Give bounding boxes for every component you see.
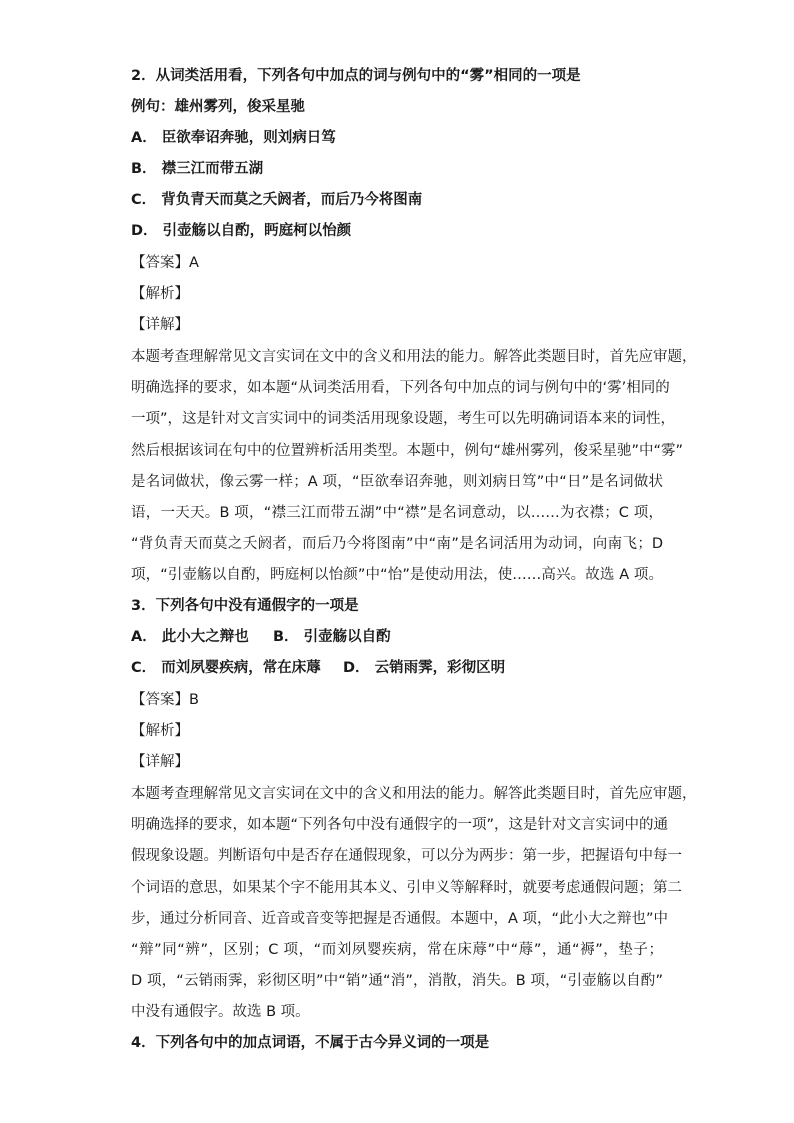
- explanation-line: D 项，“云销雨霁，彩彻区明”中“销”通“消”，消散，消失。B 项，“引壶觞以自酌”: [131, 973, 663, 990]
- question-3-option-c: C． 而刘夙婴疾病，常在床蓐: [131, 660, 321, 676]
- explanation-line: 个词语的意思，如果某个字不能用其本义、引申义等解释时，就要考虑通假问题；第二: [131, 879, 682, 896]
- explanation-line: 一项”，这是针对文言实词中的词类活用现象设题，考生可以先明确词语本来的词性，: [131, 411, 676, 428]
- explanation-line: 中没有通假字。故选 B 项。: [131, 1004, 310, 1021]
- question-3-options-row-2: [131, 658, 505, 678]
- explanation-line: 本题考查理解常见文言实词在文中的含义和用法的能力。解答此类题目时，首先应审题，: [131, 786, 697, 802]
- question-3-option-b: B． 引壶觞以自酌: [273, 629, 391, 645]
- question-3-detail-label: 【详解】: [131, 754, 189, 770]
- question-3-option-a: A． 此小大之辩也: [131, 629, 249, 645]
- question-3-title: 3．下列各句中没有通假字的一项是: [131, 598, 359, 614]
- explanation-line: 项，“引壶觞以自酌，眄庭柯以怡颜”中“怡”是使动用法，使……高兴。故选 A 项。: [131, 567, 663, 584]
- explanation-line: 假现象设题。判断语句中是否存在通假现象，可以分为两步：第一步，把握语句中每一: [131, 848, 682, 865]
- question-2-example: 例句：雄州雾列，俊采星驰: [131, 99, 305, 115]
- explanation-line: 本题考查理解常见文言实词在文中的含义和用法的能力。解答此类题目时，首先应审题，: [131, 349, 697, 365]
- question-2-option-b: B． 襟三江而带五湖: [131, 161, 264, 177]
- question-3-options-row-1: [131, 627, 391, 647]
- explanation-line: 步，通过分析同音、近音或音变等把握是否通假。本题中，A 项，“此小大之辩也”中: [131, 910, 669, 927]
- question-2-detail-label: 【详解】: [131, 317, 189, 333]
- question-3-answer: 【答案】B: [131, 692, 199, 708]
- question-4-title: 4．下列各句中的加点词语，不属于古今异义词的一项是: [131, 1035, 490, 1051]
- question-2-title: 2．从词类活用看，下列各句中加点的词与例句中的“雾”相同的一项是: [131, 68, 581, 84]
- explanation-line: 明确选择的要求，如本题“下列各句中没有通假字的一项”，这是针对文言实词中的通: [131, 817, 669, 834]
- explanation-line: 语，一天天。B 项，“襟三江而带五湖”中“襟”是名词意动，以……为衣襟；C 项，: [131, 505, 663, 522]
- explanation-line: 然后根据该词在句中的位置辨析活用类型。本题中，例句“雄州雾列，俊采星驰”中“雾”: [131, 442, 684, 459]
- question-3-analysis-label: 【解析】: [131, 723, 189, 739]
- question-2-option-a: A． 臣欲奉诏奔驰，则刘病日笃: [131, 130, 336, 146]
- question-2-option-c: C． 背负青天而莫之夭阏者，而后乃今将图南: [131, 192, 423, 208]
- question-2-explanation: [131, 342, 697, 592]
- question-2-analysis-label: 【解析】: [131, 286, 189, 302]
- question-2-answer: 【答案】A: [131, 255, 199, 271]
- explanation-line: “辩”同“辨”，区别；C 项，“而刘夙婴疾病，常在床蓐”中“蓐”，通“褥”，垫子；: [131, 942, 663, 959]
- explanation-line: 是名词做状，像云雾一样；A 项，“臣欲奉诏奔驰，则刘病日笃”中“日”是名词做状: [131, 473, 663, 490]
- explanation-line: “背负青天而莫之夭阏者，而后乃今将图南”中“南”是名词活用为动词，向南飞；D: [131, 536, 663, 553]
- question-3-option-d: D． 云销雨霁，彩彻区明: [343, 660, 506, 676]
- question-3-explanation: [131, 779, 697, 1029]
- question-2-option-d: D． 引壶觞以自酌，眄庭柯以怡颜: [131, 223, 352, 239]
- explanation-line: 明确选择的要求，如本题“从词类活用看，下列各句中加点的词与例句中的‘雾’相同的: [131, 380, 670, 397]
